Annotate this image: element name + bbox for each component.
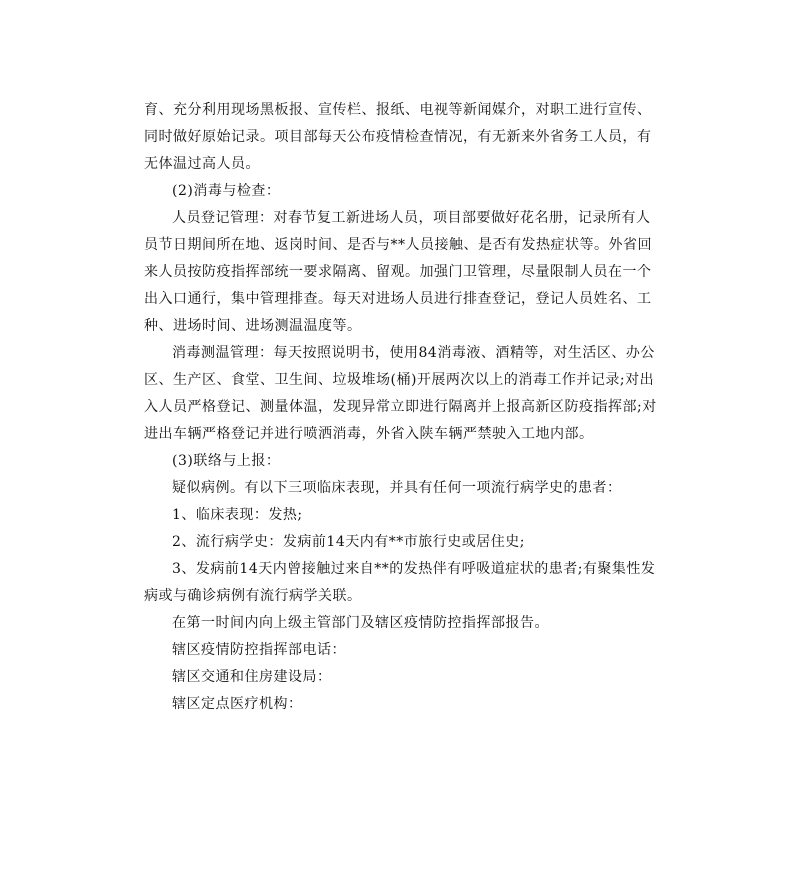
section-heading: (3)联络与上报： <box>172 453 281 469</box>
list-item: 3、发病前14天内曾接触过来自**的发热伴有呼吸道症状的患者;有聚集性发 <box>172 561 656 577</box>
text-line: 种、进场时间、进场测温温度等。 <box>144 318 362 334</box>
text-line: 进出车辆严格登记并进行喷洒消毒，外省入陕车辆严禁驶入工地内部。 <box>144 426 594 442</box>
list-item: 1、临床表现：发热; <box>172 507 303 523</box>
paragraph-start-line: 在第一时间内向上级主管部门及辖区疫情防控指挥部报告。 <box>172 615 549 631</box>
list-item: 2、流行病学史：发病前14天内有**市旅行史或居住史; <box>172 534 525 550</box>
document-body <box>144 97 657 718</box>
text-line: 同时做好原始记录。项目部每天公布疫情检查情况，有无新来外省务工人员，有 <box>144 129 652 145</box>
contact-label: 辖区交通和住房建设局： <box>172 669 332 685</box>
section-heading: (2)消毒与检查： <box>172 183 281 199</box>
text-line: 员节日期间所在地、返岗时间、是否与**人员接触、是否有发热症状等。外省回 <box>144 237 652 253</box>
contact-label: 辖区定点医疗机构： <box>172 696 303 712</box>
contact-label: 辖区疫情防控指挥部电话： <box>172 642 346 658</box>
text-line: 入人员严格登记、测量体温，发现异常立即进行隔离并上报高新区防疫指挥部;对 <box>144 399 657 415</box>
text-line: 出入口通行，集中管理排查。每天对进场人员进行排查登记，登记人员姓名、工 <box>144 291 652 307</box>
text-line: 区、生产区、食堂、卫生间、垃圾堆场(桶)开展两次以上的消毒工作并记录;对出 <box>144 372 655 388</box>
text-line: 来人员按防疫指挥部统一要求隔离、留观。加强门卫管理，尽量限制人员在一个 <box>144 264 652 280</box>
text-line: 育、充分利用现场黑板报、宣传栏、报纸、电视等新闻媒介，对职工进行宣传、 <box>144 102 652 118</box>
paragraph-start-line: 人员登记管理：对春节复工新进场人员，项目部要做好花名册，记录所有人 <box>172 210 651 226</box>
paragraph-start-line: 消毒测温管理：每天按照说明书，使用84消毒液、酒精等，对生活区、办公 <box>172 345 655 361</box>
text-line: 无体温过高人员。 <box>144 156 260 172</box>
text-line: 病或与确诊病例有流行病学关联。 <box>144 588 362 604</box>
paragraph-start-line: 疑似病例。有以下三项临床表现，并具有任何一项流行病学史的患者： <box>172 480 622 496</box>
